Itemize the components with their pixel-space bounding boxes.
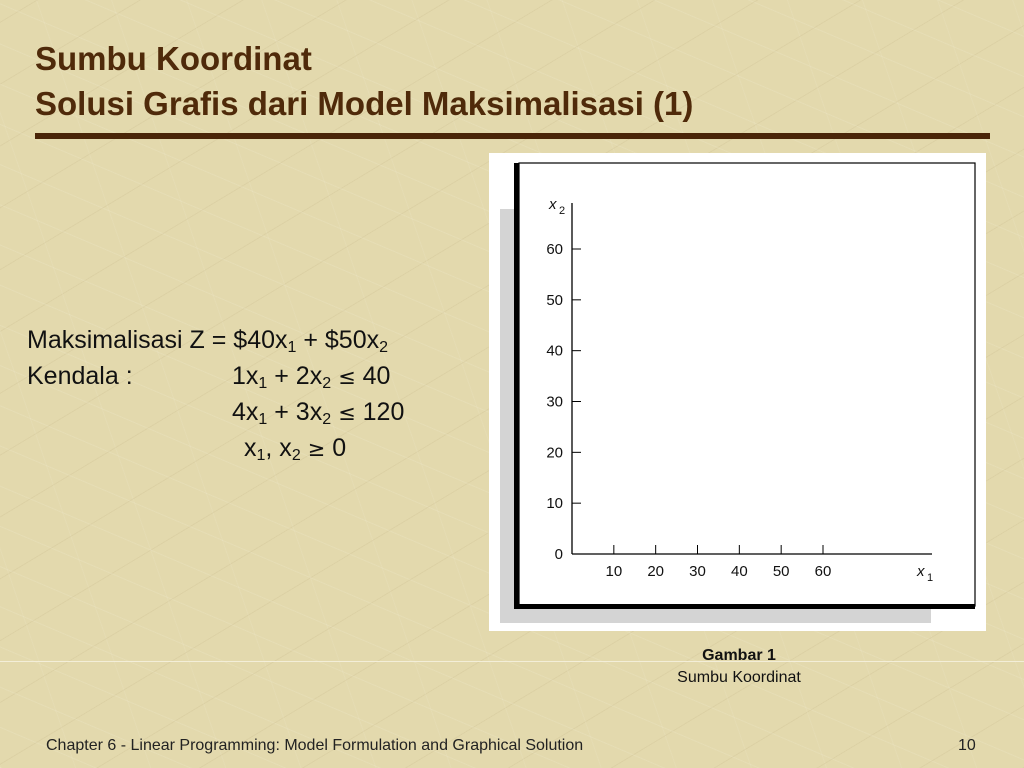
nn-rhs: 0 — [325, 434, 347, 462]
frame-thick-bottom — [514, 604, 975, 609]
x-tick-label: 50 — [772, 563, 790, 580]
page-number: 10 — [958, 737, 976, 754]
x-axis-label: x — [917, 563, 925, 580]
title-line-2: Solusi Grafis dari Model Maksimalisasi (1) — [35, 85, 694, 122]
caption-label: Gambar 1 — [702, 647, 776, 664]
y-tick-label: 60 — [546, 241, 563, 258]
c2-sub-1: 1 — [258, 411, 268, 428]
x-tick-label: 40 — [730, 563, 748, 580]
frame-thick-left — [514, 163, 519, 609]
y-tick-label: 20 — [546, 444, 563, 462]
x-tick-label: 60 — [814, 563, 832, 580]
y-tick-label: 40 — [546, 342, 563, 360]
nn-operator: ≥ — [307, 437, 326, 461]
c1-sub-1: 1 — [258, 375, 268, 392]
figure-caption — [637, 645, 841, 689]
x-tick-label: 10 — [605, 563, 623, 580]
y-tick-label: 0 — [554, 546, 563, 563]
nn-term-a: x — [244, 434, 257, 462]
footer-text: Chapter 6 - Linear Programming: Model Formulation and Graphical Solution — [46, 737, 584, 754]
objective-sub-1: 1 — [287, 339, 297, 356]
caption-text: Sumbu Koordinat — [677, 669, 801, 686]
c2-operator: ≤ — [338, 401, 356, 425]
nn-sub-1: 1 — [256, 447, 266, 464]
y-tick-label: 10 — [546, 495, 563, 513]
title-underline — [35, 133, 990, 139]
c1-term-b: + 2x — [267, 362, 323, 390]
objective-mid: + $50x — [296, 326, 380, 354]
title-line-1: Sumbu Koordinat — [35, 40, 312, 77]
divider-line — [0, 661, 1024, 662]
coordinate-chart — [489, 153, 986, 631]
x-tick-label: 30 — [689, 563, 706, 580]
nn-sub-2: 2 — [291, 447, 301, 464]
objective-sub-2: 2 — [379, 339, 389, 356]
nn-term-b: , x — [265, 434, 292, 462]
frame-border — [519, 163, 975, 606]
c1-rhs: 40 — [355, 362, 391, 390]
slide-title — [35, 36, 693, 126]
c2-term-b: + 3x — [267, 398, 323, 426]
frame-shadow-bottom — [500, 608, 931, 623]
c1-sub-2: 2 — [322, 375, 332, 392]
x-axis-label-sub: 1 — [927, 572, 934, 584]
c2-term-a: 4x — [232, 398, 259, 426]
y-tick-label: 50 — [546, 291, 563, 309]
y-axis-label-sub: 2 — [559, 205, 566, 217]
y-tick-label: 30 — [546, 393, 563, 411]
objective-text: Maksimalisasi Z = $40x — [27, 326, 288, 354]
x-tick-label: 20 — [647, 563, 665, 580]
y-axis-label: x — [549, 196, 557, 213]
c2-rhs: 120 — [355, 398, 405, 426]
c1-term-a: 1x — [232, 362, 259, 390]
coordinate-figure — [489, 153, 986, 631]
constraints-label: Kendala : — [27, 362, 133, 390]
c2-sub-2: 2 — [322, 411, 332, 428]
c1-operator: ≤ — [338, 365, 356, 389]
